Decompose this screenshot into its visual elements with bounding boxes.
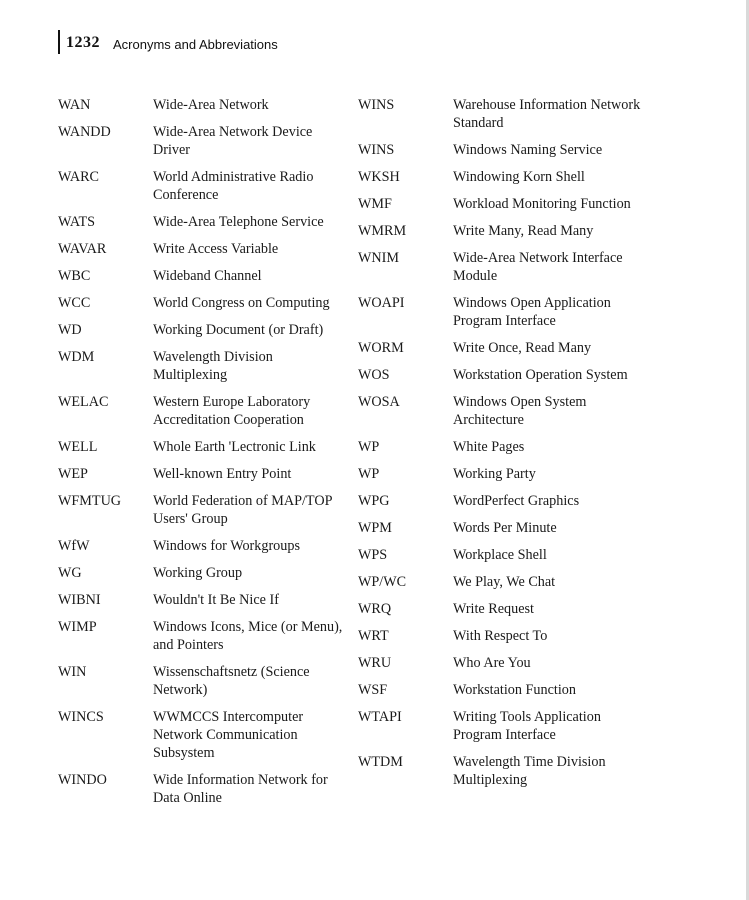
entry-abbreviation: WBC	[58, 268, 91, 284]
glossary-entry	[58, 240, 348, 258]
glossary-entry	[358, 438, 648, 456]
entry-abbreviation: WOS	[358, 367, 390, 383]
entry-abbreviation: WRT	[358, 628, 389, 644]
entry-abbreviation: WDM	[58, 349, 95, 365]
glossary-entry	[358, 96, 648, 132]
glossary-entry	[358, 366, 648, 384]
entry-definition: Write Once, Read Many	[453, 340, 592, 356]
entry-abbreviation: WELL	[58, 439, 98, 455]
glossary-entry	[358, 708, 648, 744]
entry-abbreviation: WIBNI	[58, 592, 101, 608]
entry-definition: Workstation Operation System	[453, 367, 628, 383]
entry-definition: Windows for Workgroups	[153, 538, 300, 554]
entry-definition: Wide-Area Telephone Service	[153, 214, 324, 230]
entry-definition: Windows Naming Service	[453, 142, 603, 158]
entry-definition: Windows Open System Architecture	[453, 394, 587, 428]
glossary-entry	[358, 249, 648, 285]
entry-definition: Wissenschaftsnetz (Science Network)	[153, 664, 310, 698]
entry-definition: We Play, We Chat	[453, 574, 556, 590]
entry-abbreviation: WINDO	[58, 772, 107, 788]
entry-abbreviation: WINS	[358, 142, 395, 158]
entry-abbreviation: WKSH	[358, 169, 400, 185]
entry-definition: WWMCCS Intercomputer Network Communication Subsystem	[153, 709, 304, 761]
glossary-entry	[58, 663, 348, 699]
entry-definition: Wavelength Time Division Multiplexing	[453, 754, 606, 788]
entry-abbreviation: WAN	[58, 97, 91, 113]
entry-definition: Windows Open Application Program Interface	[453, 295, 611, 329]
entry-abbreviation: WFMTUG	[58, 493, 122, 509]
glossary-entry	[58, 96, 348, 114]
entry-definition: Whole Earth 'Lectronic Link	[153, 439, 316, 455]
entry-abbreviation: WG	[58, 565, 82, 581]
entry-definition: Windowing Korn Shell	[453, 169, 585, 185]
glossary-entry	[358, 222, 648, 240]
glossary-entry	[358, 168, 648, 186]
entry-abbreviation: WOSA	[358, 394, 400, 410]
entry-definition: Warehouse Information Network Standard	[453, 97, 641, 131]
entry-abbreviation: WMF	[358, 196, 392, 212]
entry-abbreviation: WARC	[58, 169, 99, 185]
entry-definition: Words Per Minute	[453, 520, 557, 536]
entry-definition: Writing Tools Application Program Interface	[453, 709, 601, 743]
glossary-entry	[358, 627, 648, 645]
glossary-entry	[58, 213, 348, 231]
entry-abbreviation: WIN	[58, 664, 87, 680]
glossary-entry	[58, 168, 348, 204]
entry-definition: Wide Information Network for Data Online	[153, 772, 328, 806]
entry-definition: World Congress on Computing	[153, 295, 330, 311]
entry-definition: Working Document (or Draft)	[153, 322, 324, 338]
glossary-entry	[58, 564, 348, 582]
entry-definition: Wide-Area Network Device Driver	[153, 124, 313, 158]
entry-abbreviation: WP/WC	[358, 574, 407, 590]
glossary-entry	[358, 141, 648, 159]
entry-abbreviation: WIMP	[58, 619, 97, 635]
entry-abbreviation: WEP	[58, 466, 88, 482]
right-column	[358, 96, 648, 798]
glossary-entry	[58, 708, 348, 762]
glossary-entry	[58, 618, 348, 654]
glossary-entry	[358, 294, 648, 330]
glossary-entry	[358, 600, 648, 618]
glossary-entry	[58, 492, 348, 528]
section-title: Acronyms and Abbreviations	[113, 37, 278, 52]
glossary-entry	[58, 321, 348, 339]
entry-definition: Workplace Shell	[453, 547, 547, 563]
entry-definition: Workstation Function	[453, 682, 576, 698]
entry-definition: World Federation of MAP/TOP Users' Group	[153, 493, 332, 527]
entry-definition: White Pages	[453, 439, 525, 455]
glossary-entry	[358, 519, 648, 537]
entry-definition: Well-known Entry Point	[153, 466, 292, 482]
entry-abbreviation: WD	[58, 322, 82, 338]
entry-definition: Wouldn't It Be Nice If	[153, 592, 279, 608]
entry-definition: Working Party	[453, 466, 536, 482]
entry-definition: WordPerfect Graphics	[453, 493, 580, 509]
entry-abbreviation: WPG	[358, 493, 390, 509]
entry-abbreviation: WELAC	[58, 394, 109, 410]
glossary-entry	[58, 465, 348, 483]
left-column	[58, 96, 348, 816]
entry-abbreviation: WSF	[358, 682, 388, 698]
entry-abbreviation: WP	[358, 466, 380, 482]
entry-definition: Write Request	[453, 601, 534, 617]
entry-definition: Wide-Area Network	[153, 97, 269, 113]
entry-definition: With Respect To	[453, 628, 548, 644]
glossary-entry	[58, 294, 348, 312]
entry-abbreviation: WRQ	[358, 601, 392, 617]
glossary-entry	[358, 492, 648, 510]
glossary-entry	[358, 465, 648, 483]
glossary-entry	[58, 393, 348, 429]
glossary-entry	[358, 753, 648, 789]
entry-definition: Western Europe Laboratory Accreditation Cooperation	[153, 394, 311, 428]
glossary-entry	[58, 267, 348, 285]
entry-abbreviation: WP	[358, 439, 380, 455]
glossary-entry	[58, 591, 348, 609]
entry-definition: Workload Monitoring Function	[453, 196, 631, 212]
glossary-entry	[358, 195, 648, 213]
header-rule	[58, 30, 60, 54]
glossary-entry	[58, 348, 348, 384]
entry-definition: Working Group	[153, 565, 243, 581]
entry-abbreviation: WINS	[358, 97, 395, 113]
entry-definition: Write Access Variable	[153, 241, 279, 257]
entry-abbreviation: WNIM	[358, 250, 399, 266]
entry-abbreviation: WMRM	[358, 223, 407, 239]
glossary-entry	[58, 438, 348, 456]
entry-abbreviation: WTAPI	[358, 709, 402, 725]
entry-definition: Who Are You	[453, 655, 531, 671]
page-number: 1232	[66, 34, 100, 51]
glossary-entry	[58, 771, 348, 807]
entry-abbreviation: WPM	[358, 520, 392, 536]
entry-definition: Wide-Area Network Interface Module	[453, 250, 623, 284]
glossary-entry	[358, 654, 648, 672]
glossary-entry	[58, 537, 348, 555]
entry-abbreviation: WAVAR	[58, 241, 107, 257]
glossary-entry	[358, 573, 648, 591]
entry-abbreviation: WATS	[58, 214, 96, 230]
entry-abbreviation: WOAPI	[358, 295, 405, 311]
entry-abbreviation: WRU	[358, 655, 392, 671]
entry-definition: World Administrative Radio Conference	[153, 169, 314, 203]
entry-definition: Wideband Channel	[153, 268, 262, 284]
entry-abbreviation: WCC	[58, 295, 91, 311]
entry-abbreviation: WPS	[358, 547, 388, 563]
entry-abbreviation: WfW	[58, 538, 90, 554]
entry-abbreviation: WINCS	[58, 709, 104, 725]
entry-abbreviation: WTDM	[358, 754, 403, 770]
entry-abbreviation: WORM	[358, 340, 404, 356]
glossary-entry	[358, 393, 648, 429]
glossary-entry	[358, 546, 648, 564]
entry-definition: Wavelength Division Multiplexing	[153, 349, 273, 383]
entry-definition: Windows Icons, Mice (or Menu), and Pointers	[153, 619, 343, 653]
entry-definition: Write Many, Read Many	[453, 223, 594, 239]
entry-abbreviation: WANDD	[58, 124, 111, 140]
glossary-entry	[358, 681, 648, 699]
glossary-entry	[58, 123, 348, 159]
glossary-entry	[358, 339, 648, 357]
